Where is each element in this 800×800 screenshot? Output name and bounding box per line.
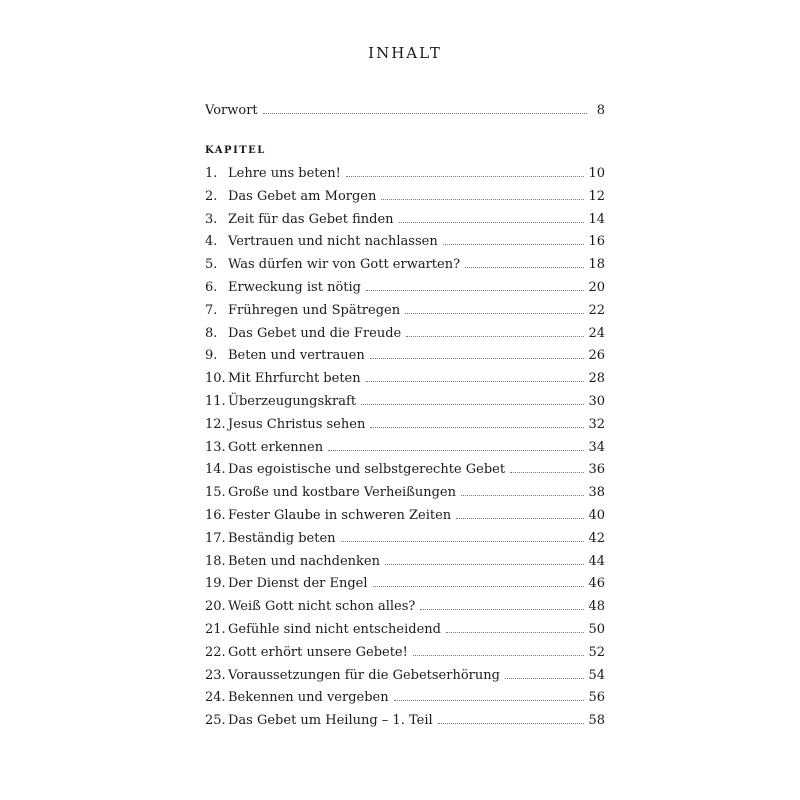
chapter-number: 11. — [205, 394, 226, 409]
toc-entry[interactable] — [205, 552, 605, 570]
chapter-title: Der Dienst der Engel — [228, 576, 368, 591]
chapter-page-number: 36 — [588, 462, 605, 477]
chapter-number: 10. — [205, 371, 226, 386]
dot-leader — [446, 620, 584, 633]
dot-leader — [399, 210, 585, 223]
toc-entry[interactable] — [205, 324, 605, 342]
chapter-number: 17. — [205, 531, 226, 546]
dot-leader — [413, 643, 585, 656]
chapter-number: 6. — [205, 280, 218, 295]
chapter-title: Gott erhört unsere Gebete! — [228, 645, 408, 660]
chapter-title: Gefühle sind nicht entscheidend — [228, 622, 441, 637]
dot-leader — [465, 255, 584, 268]
chapter-number: 23. — [205, 668, 226, 683]
chapter-number: 5. — [205, 257, 218, 272]
chapter-number: 7. — [205, 303, 218, 318]
dot-leader — [381, 187, 584, 200]
chapter-title: Überzeugungskraft — [228, 394, 357, 409]
chapter-title: Frühregen und Spätregen — [228, 303, 401, 318]
chapter-page-number: 32 — [588, 417, 605, 432]
dot-leader — [443, 232, 585, 245]
toc-entry[interactable] — [205, 369, 605, 387]
toc-entry[interactable] — [205, 301, 605, 319]
toc-entry[interactable] — [205, 483, 605, 501]
dot-leader — [328, 438, 584, 451]
entry-label: Vorwort — [205, 103, 258, 118]
toc-entry[interactable] — [205, 187, 605, 205]
toc-entry[interactable] — [205, 643, 605, 661]
chapter-title: Was dürfen wir von Gott erwarten? — [228, 257, 461, 272]
chapter-page-number: 18 — [588, 257, 605, 272]
section-heading: KAPITEL — [205, 145, 266, 156]
dot-leader — [370, 346, 585, 359]
chapter-number: 12. — [205, 417, 226, 432]
chapter-title: Fester Glaube in schweren Zeiten — [228, 508, 452, 523]
chapter-page-number: 34 — [588, 440, 605, 455]
chapter-number: 24. — [205, 690, 226, 705]
dot-leader — [373, 574, 585, 587]
toc-entry[interactable] — [205, 164, 605, 182]
chapter-number: 13. — [205, 440, 226, 455]
chapter-page-number: 16 — [588, 234, 605, 249]
dot-leader — [438, 711, 585, 724]
dot-leader — [385, 552, 584, 565]
chapter-page-number: 10 — [588, 166, 605, 181]
chapter-title: Lehre uns beten! — [228, 166, 341, 181]
toc-entry[interactable] — [205, 688, 605, 706]
dot-leader — [263, 101, 587, 114]
toc-entry-foreword[interactable] — [205, 101, 605, 119]
toc-entry[interactable] — [205, 438, 605, 456]
chapter-page-number: 48 — [588, 599, 605, 614]
page-title: INHALT — [368, 44, 442, 62]
dot-leader — [361, 392, 584, 405]
chapter-page-number: 26 — [588, 348, 605, 363]
dot-leader — [366, 369, 585, 382]
chapter-title: Das Gebet um Heilung – 1. Teil — [228, 713, 433, 728]
chapter-page-number: 12 — [588, 189, 605, 204]
chapter-number: 16. — [205, 508, 226, 523]
dot-leader — [406, 324, 584, 337]
chapter-page-number: 24 — [588, 326, 605, 341]
chapter-number: 22. — [205, 645, 226, 660]
toc-entry[interactable] — [205, 232, 605, 250]
dot-leader — [346, 164, 585, 177]
chapter-page-number: 30 — [588, 394, 605, 409]
toc-entry[interactable] — [205, 460, 605, 478]
chapter-title: Große und kostbare Verheißungen — [228, 485, 456, 500]
chapter-page-number: 56 — [588, 690, 605, 705]
chapter-number: 19. — [205, 576, 226, 591]
chapter-title: Zeit für das Gebet finden — [228, 212, 394, 227]
chapter-page-number: 54 — [588, 668, 605, 683]
toc-entry[interactable] — [205, 506, 605, 524]
chapter-number: 21. — [205, 622, 226, 637]
chapter-page-number: 28 — [588, 371, 605, 386]
dot-leader — [370, 415, 584, 428]
chapter-title: Voraussetzungen für die Gebetserhörung — [228, 668, 500, 683]
toc-entry[interactable] — [205, 392, 605, 410]
dot-leader — [456, 506, 584, 519]
toc-entry[interactable] — [205, 574, 605, 592]
chapter-title: Beständig beten — [228, 531, 336, 546]
chapter-page-number: 40 — [588, 508, 605, 523]
chapter-number: 4. — [205, 234, 218, 249]
chapter-title: Beten und vertrauen — [228, 348, 365, 363]
chapter-page-number: 46 — [588, 576, 605, 591]
chapter-number: 2. — [205, 189, 218, 204]
toc-entry[interactable] — [205, 597, 605, 615]
dot-leader — [420, 597, 584, 610]
chapter-page-number: 52 — [588, 645, 605, 660]
chapter-title: Mit Ehrfurcht beten — [228, 371, 361, 386]
chapter-title: Gott erkennen — [228, 440, 324, 455]
toc-entry[interactable] — [205, 210, 605, 228]
chapter-number: 14. — [205, 462, 226, 477]
chapter-page-number: 14 — [588, 212, 605, 227]
chapter-title: Erweckung ist nötig — [228, 280, 361, 295]
chapter-title: Vertrauen und nicht nachlassen — [228, 234, 438, 249]
toc-entry[interactable] — [205, 415, 605, 433]
dot-leader — [505, 666, 585, 679]
toc-entry[interactable] — [205, 620, 605, 638]
chapter-number: 15. — [205, 485, 226, 500]
dot-leader — [341, 529, 585, 542]
dot-leader — [366, 278, 584, 291]
toc-entry[interactable] — [205, 666, 605, 684]
chapter-number: 25. — [205, 713, 226, 728]
chapter-title: Das Gebet und die Freude — [228, 326, 402, 341]
toc-entry[interactable] — [205, 255, 605, 273]
chapter-number: 3. — [205, 212, 218, 227]
dot-leader — [394, 688, 585, 701]
chapter-page-number: 22 — [588, 303, 605, 318]
entry-page-number: 8 — [596, 103, 605, 118]
chapter-title: Jesus Christus sehen — [228, 417, 366, 432]
chapter-title: Bekennen und vergeben — [228, 690, 389, 705]
chapter-title: Weiß Gott nicht schon alles? — [228, 599, 416, 614]
chapter-page-number: 44 — [588, 554, 605, 569]
dot-leader — [461, 483, 584, 496]
chapter-number: 18. — [205, 554, 226, 569]
chapter-number: 20. — [205, 599, 226, 614]
chapter-number: 8. — [205, 326, 218, 341]
chapter-number: 9. — [205, 348, 218, 363]
chapter-page-number: 50 — [588, 622, 605, 637]
toc-entry[interactable] — [205, 711, 605, 729]
chapter-title: Beten und nachdenken — [228, 554, 380, 569]
chapter-page-number: 20 — [588, 280, 605, 295]
toc-entry[interactable] — [205, 346, 605, 364]
chapter-page-number: 58 — [588, 713, 605, 728]
chapter-page-number: 38 — [588, 485, 605, 500]
chapter-page-number: 42 — [588, 531, 605, 546]
chapter-title: Das Gebet am Morgen — [228, 189, 377, 204]
dot-leader — [510, 460, 584, 473]
toc-entry[interactable] — [205, 278, 605, 296]
chapter-title: Das egoistische und selbstgerechte Gebet — [228, 462, 506, 477]
toc-entry[interactable] — [205, 529, 605, 547]
chapter-number: 1. — [205, 166, 218, 181]
dot-leader — [405, 301, 584, 314]
